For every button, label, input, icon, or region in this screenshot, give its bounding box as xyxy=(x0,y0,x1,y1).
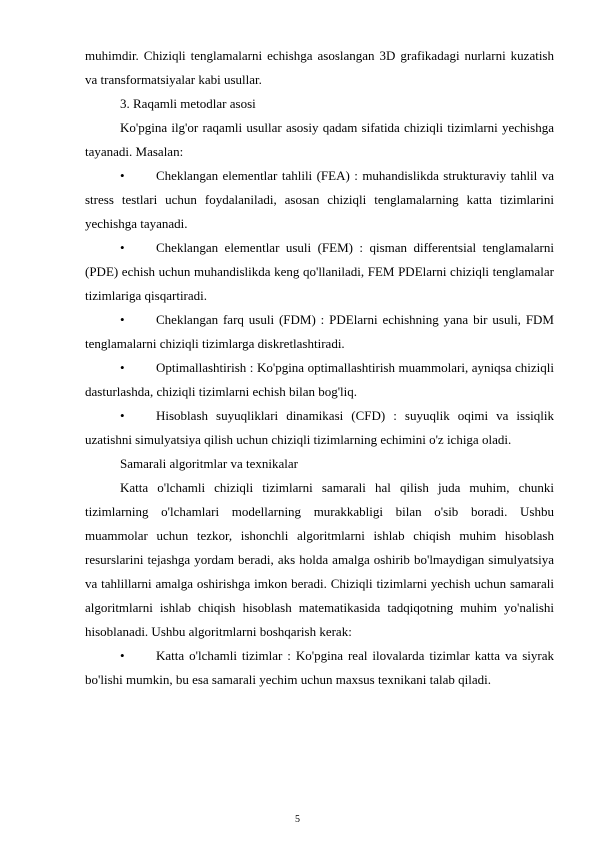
list-item-text: Cheklangan farq usuli (FDM) : PDElarni echishning yana bir usuli, FDM tenglamalarni chiziqli tizimlarga diskretlashtiradi. xyxy=(85,312,554,351)
list-item-optimization xyxy=(85,356,554,404)
bullet-marker: • xyxy=(120,408,125,423)
bullet-marker: • xyxy=(120,360,125,375)
bullet-marker: • xyxy=(120,648,125,663)
section-heading-algorithms: Samarali algoritmlar va texnikalar xyxy=(120,456,298,471)
list-item-fem xyxy=(85,236,554,308)
paragraph-algorithms: Katta o'lchamli chiziqli tizimlarni samarali hal qilish juda muhim, chunki tizimlarning o'lchamlari modellarning murakkabligi bilan o'sib boradi. Ushbu muammolar uchun tezkor, ishonchli algoritmlarni ishlab chiqish muhim hisoblash resurslarini tejashga yordam beradi, aks holda amalga oshirib bo'lmaydigan simulyatsiya va tahlillarni amalga oshirishga imkon beradi. Chiziqli tizimlarni yechish uchun samarali algoritmlarni ishlab chiqish hisoblash matematikasida tadqiqotning muhim yo'nalishi hisoblanadi. Ushbu algoritmlarni boshqarish kerak: xyxy=(85,480,554,639)
list-item-cfd xyxy=(85,404,554,452)
list-item-large-systems xyxy=(85,644,554,692)
paragraph-intro: Ko'pgina ilg'or raqamli usullar asosiy qadam sifatida chiziqli tizimlarni yechishga tayanadi. Masalan: xyxy=(85,120,554,159)
list-item-text: Cheklangan elementlar usuli (FEM) : qisman differentsial tenglamalarni (PDE) echish uchun muhandislikda keng qo'llaniladi, FEM PDElarni chiziqli tenglamalar tizimlariga qisqartiradi. xyxy=(85,240,554,303)
list-item-text: Optimallashtirish : Ko'pgina optimallashtirish muammolari, ayniqsa chiziqli dasturlashda, chiziqli tizimlarni echish bilan bog'liq. xyxy=(85,360,554,399)
paragraph-continuation: muhimdir. Chiziqli tenglamalarni echishga asoslangan 3D grafikadagi nurlarni kuzatish va transformatsiyalar kabi usullar. xyxy=(85,48,554,87)
section-heading-numerical-methods: 3. Raqamli metodlar asosi xyxy=(120,96,256,111)
list-item-text: Hisoblash suyuqliklari dinamikasi (CFD) : suyuqlik oqimi va issiqlik uzatishni simulyatsiya qilish uchun chiziqli tizimlarning echimini o'z ichiga oladi. xyxy=(85,408,554,447)
bullet-marker: • xyxy=(120,240,125,255)
list-item-fdm xyxy=(85,308,554,356)
list-item-text: Cheklangan elementlar tahlili (FEA) : muhandislikda strukturaviy tahlil va stress testlari uchun foydalaniladi, asosan chiziqli tenglamalarning katta tizimlarini yechishga tayanadi. xyxy=(85,168,554,231)
page-body xyxy=(85,44,554,692)
bullet-marker: • xyxy=(120,312,125,327)
list-item-text: Katta o'lchamli tizimlar : Ko'pgina real ilovalarda tizimlar katta va siyrak bo'lishi mumkin, bu esa samarali yechim uchun maxsus texnikani talab qiladi. xyxy=(85,648,554,687)
bullet-marker: • xyxy=(120,168,125,183)
list-item-fea xyxy=(85,164,554,236)
page-number: 5 xyxy=(295,814,300,825)
